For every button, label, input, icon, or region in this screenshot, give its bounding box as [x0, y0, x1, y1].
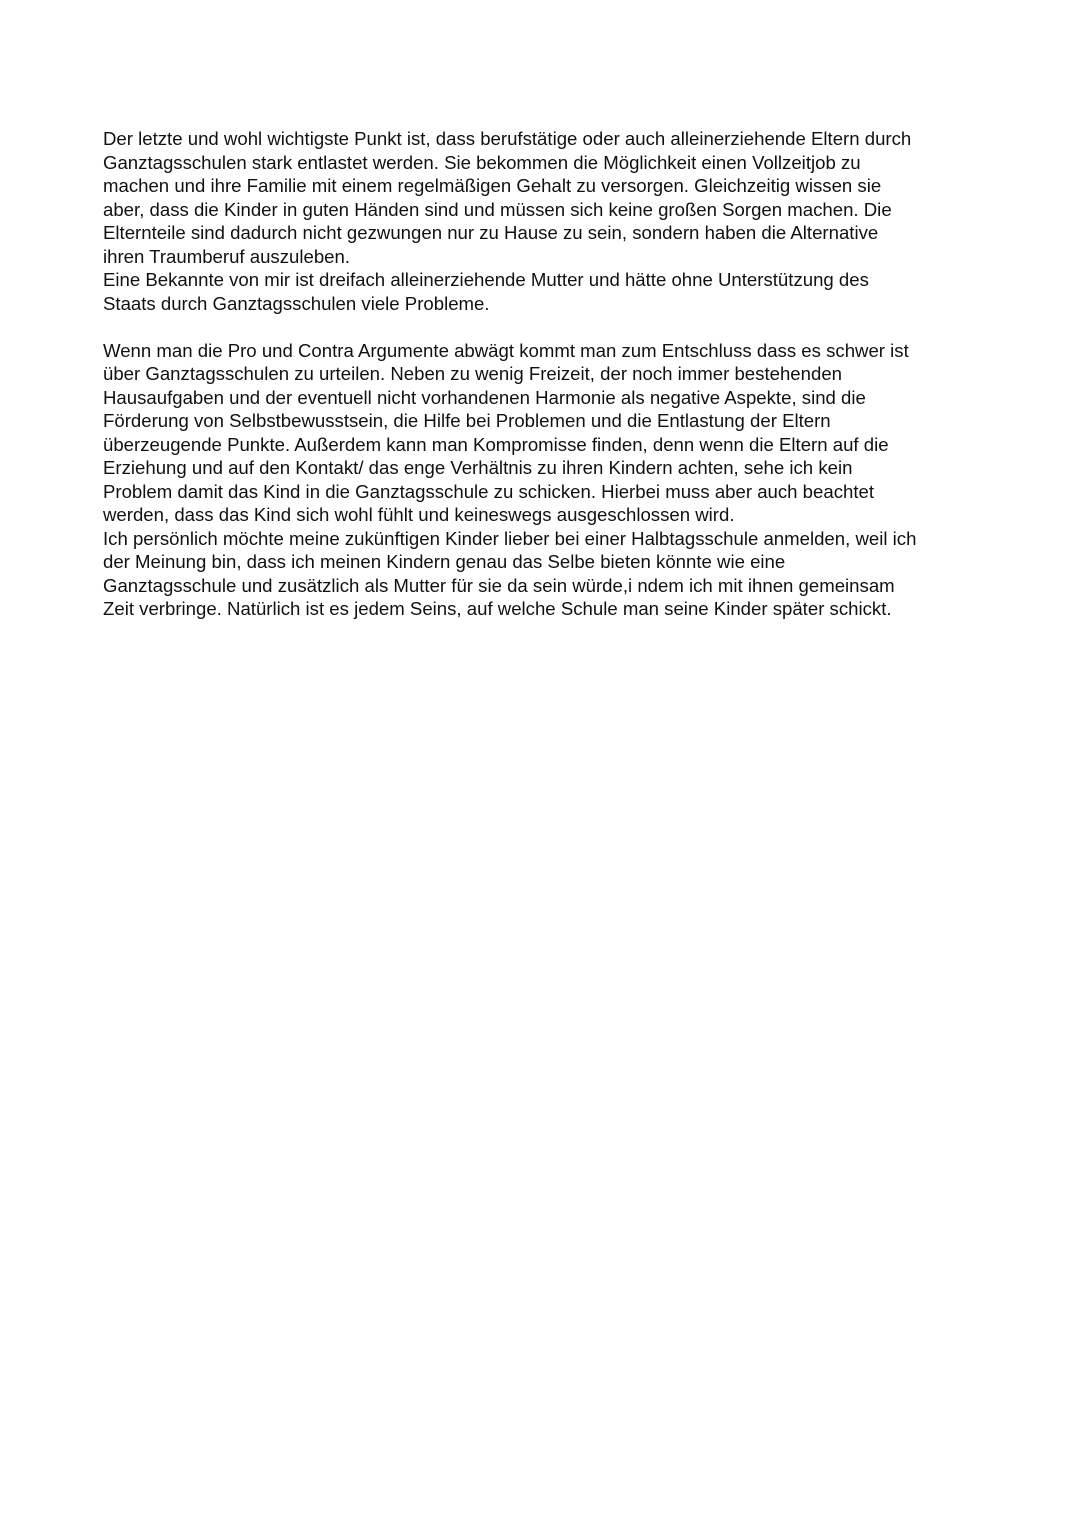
paragraph-2 [103, 268, 1003, 315]
text-line: Erziehung und auf den Kontakt/ das enge Verhältnis zu ihren Kindern achten, sehe ich kein [103, 457, 853, 478]
text-line: Eine Bekannte von mir ist dreifach alleinerziehende Mutter und hätte ohne Unterstützung des [103, 269, 869, 290]
paragraph-spacer [103, 315, 1003, 339]
text-line: werden, dass das Kind sich wohl fühlt und keineswegs ausgeschlossen wird. [103, 504, 735, 525]
text-line: Problem damit das Kind in die Ganztagsschule zu schicken. Hierbei muss aber auch beachtet [103, 480, 875, 502]
text-line: Förderung von Selbstbewusstsein, die Hilfe bei Problemen und die Entlastung der Eltern [103, 410, 831, 431]
text-line: der Meinung bin, dass ich meinen Kindern genau das Selbe bieten könnte wie eine [103, 551, 786, 572]
paragraph-4 [103, 527, 1003, 621]
text-line: ihren Traumberuf auszuleben. [103, 245, 351, 267]
text-line: Hausaufgaben und der eventuell nicht vorhandenen Harmonie als negative Aspekte, sind die [103, 386, 866, 408]
paragraph-1 [103, 127, 1003, 268]
text-line: über Ganztagsschulen zu urteilen. Neben zu wenig Freizeit, der noch immer bestehenden [103, 363, 843, 384]
text-line: Wenn man die Pro und Contra Argumente abwägt kommt man zum Entschluss dass es schwer ist [103, 339, 909, 361]
paragraph-3 [103, 339, 1003, 527]
text-line: Staats durch Ganztagsschulen viele Probleme. [103, 292, 490, 314]
text-line: Ich persönlich möchte meine zukünftigen Kinder lieber bei einer Halbtagsschule anmelden, weil ich [103, 527, 917, 549]
document-body [103, 127, 1003, 621]
text-line: aber, dass die Kinder in guten Händen sind und müssen sich keine großen Sorgen machen. Die [103, 198, 892, 220]
text-line: machen und ihre Familie mit einem regelmäßigen Gehalt zu versorgen. Gleichzeitig wissen sie [103, 175, 882, 196]
text-line: Ganztagsschule und zusätzlich als Mutter für sie da sein würde,i ndem ich mit ihnen gemeinsam [103, 574, 895, 596]
text-line: überzeugende Punkte. Außerdem kann man Kompromisse finden, denn wenn die Eltern auf die [103, 433, 889, 455]
text-line: Zeit verbringe. Natürlich ist es jedem Seins, auf welche Schule man seine Kinder später schickt. [103, 598, 892, 619]
text-line: Elternteile sind dadurch nicht gezwungen nur zu Hause zu sein, sondern haben die Alternative [103, 222, 879, 243]
text-line: Der letzte und wohl wichtigste Punkt ist, dass berufstätige oder auch alleinerziehende Eltern durch [103, 128, 912, 149]
text-line: Ganztagsschulen stark entlastet werden. Sie bekommen die Möglichkeit einen Vollzeitjob zu [103, 151, 861, 173]
